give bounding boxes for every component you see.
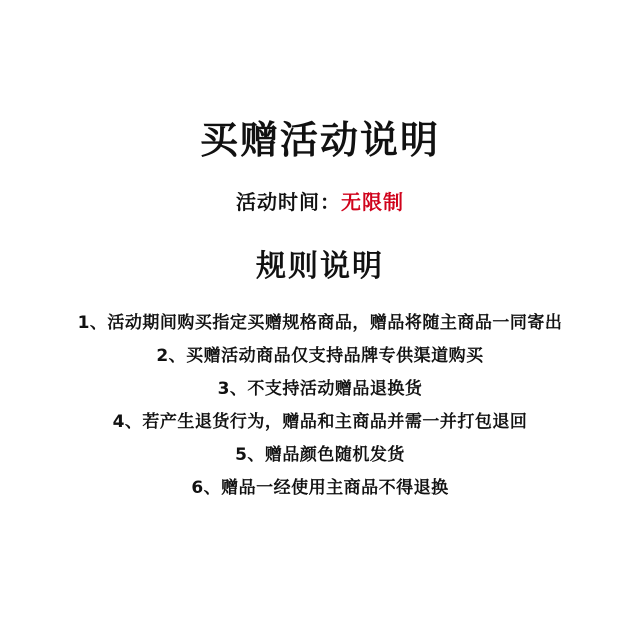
activity-period-label: 活动时间：	[236, 189, 341, 214]
list-item: 3、不支持活动赠品退换货	[217, 378, 423, 399]
rules-section-title: 规则说明	[256, 248, 384, 284]
list-item: 5、赠品颜色随机发货	[235, 444, 405, 465]
list-item: 6、赠品一经使用主商品不得退换	[191, 477, 449, 498]
activity-period-value: 无限制	[341, 189, 404, 214]
rules-list	[0, 285, 640, 505]
page-title: 买赠活动说明	[199, 118, 440, 162]
list-item: 4、若产生退货行为，赠品和主商品并需一并打包退回	[112, 411, 528, 432]
list-item: 1、活动期间购买指定买赠规格商品，赠品将随主商品一同寄出	[77, 312, 563, 333]
list-item: 2、买赠活动商品仅支持品牌专供渠道购买	[156, 345, 484, 366]
activity-period	[0, 164, 640, 215]
